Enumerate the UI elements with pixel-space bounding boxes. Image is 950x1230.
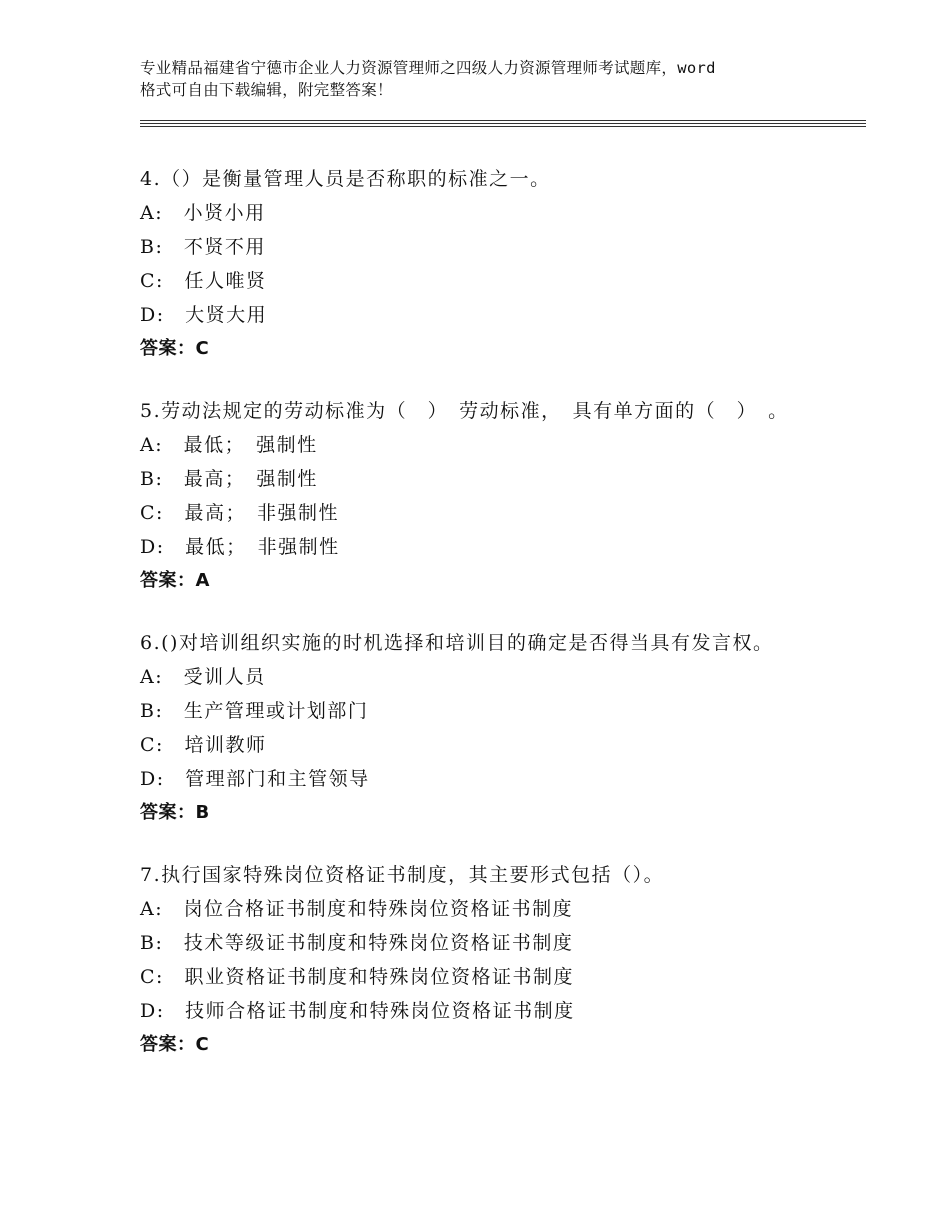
question-stem: 6.()对培训组织实施的时机选择和培训目的确定是否得当具有发言权。: [140, 632, 774, 654]
question-stem: 7.执行国家特殊岗位资格证书制度，其主要形式包括（）。: [140, 864, 665, 886]
question-5: [140, 394, 800, 598]
question-7: [140, 858, 800, 1062]
option-b: B: 生产管理或计划部门: [140, 700, 369, 722]
option-c: C: 任人唯贤: [140, 270, 267, 292]
option-a: A: 小贤小用: [140, 202, 266, 224]
option-d: D: 管理部门和主管领导: [140, 768, 370, 790]
answer-line: 答案：C: [140, 338, 210, 359]
option-d: D: 大贤大用: [140, 304, 268, 326]
option-c: C: 职业资格证书制度和特殊岗位资格证书制度: [140, 966, 574, 988]
option-a: A: 岗位合格证书制度和特殊岗位资格证书制度: [140, 898, 574, 920]
question-6: [140, 626, 800, 830]
option-d: D: 技师合格证书制度和特殊岗位资格证书制度: [140, 1000, 575, 1022]
question-4: [140, 162, 800, 366]
question-stem: 4.（）是衡量管理人员是否称职的标准之一。: [140, 168, 551, 190]
answer-line: 答案：B: [140, 802, 210, 823]
option-d: D: 最低； 非强制性: [140, 536, 340, 558]
header-divider-line: [140, 126, 866, 127]
question-stem: 5.劳动法规定的劳动标准为（ ） 劳动标准， 具有单方面的（ ） 。: [140, 400, 789, 422]
header-line-2: 格式可自由下载编辑，附完整答案！: [140, 81, 393, 99]
answer-line: 答案：A: [140, 570, 210, 591]
header-divider-line: [140, 123, 866, 124]
option-c: C: 培训教师: [140, 734, 267, 756]
option-b: B: 技术等级证书制度和特殊岗位资格证书制度: [140, 932, 574, 954]
option-a: A: 受训人员: [140, 666, 266, 688]
option-c: C: 最高； 非强制性: [140, 502, 339, 524]
document-header: [140, 57, 840, 101]
answer-line: 答案：C: [140, 1034, 210, 1055]
header-divider-line: [140, 120, 866, 121]
header-line-1: 专业精品福建省宁德市企业人力资源管理师之四级人力资源管理师考试题库，word: [140, 59, 716, 77]
option-b: B: 不贤不用: [140, 236, 266, 258]
question-list: [140, 162, 800, 1090]
option-b: B: 最高； 强制性: [140, 468, 318, 490]
option-a: A: 最低； 强制性: [140, 434, 318, 456]
